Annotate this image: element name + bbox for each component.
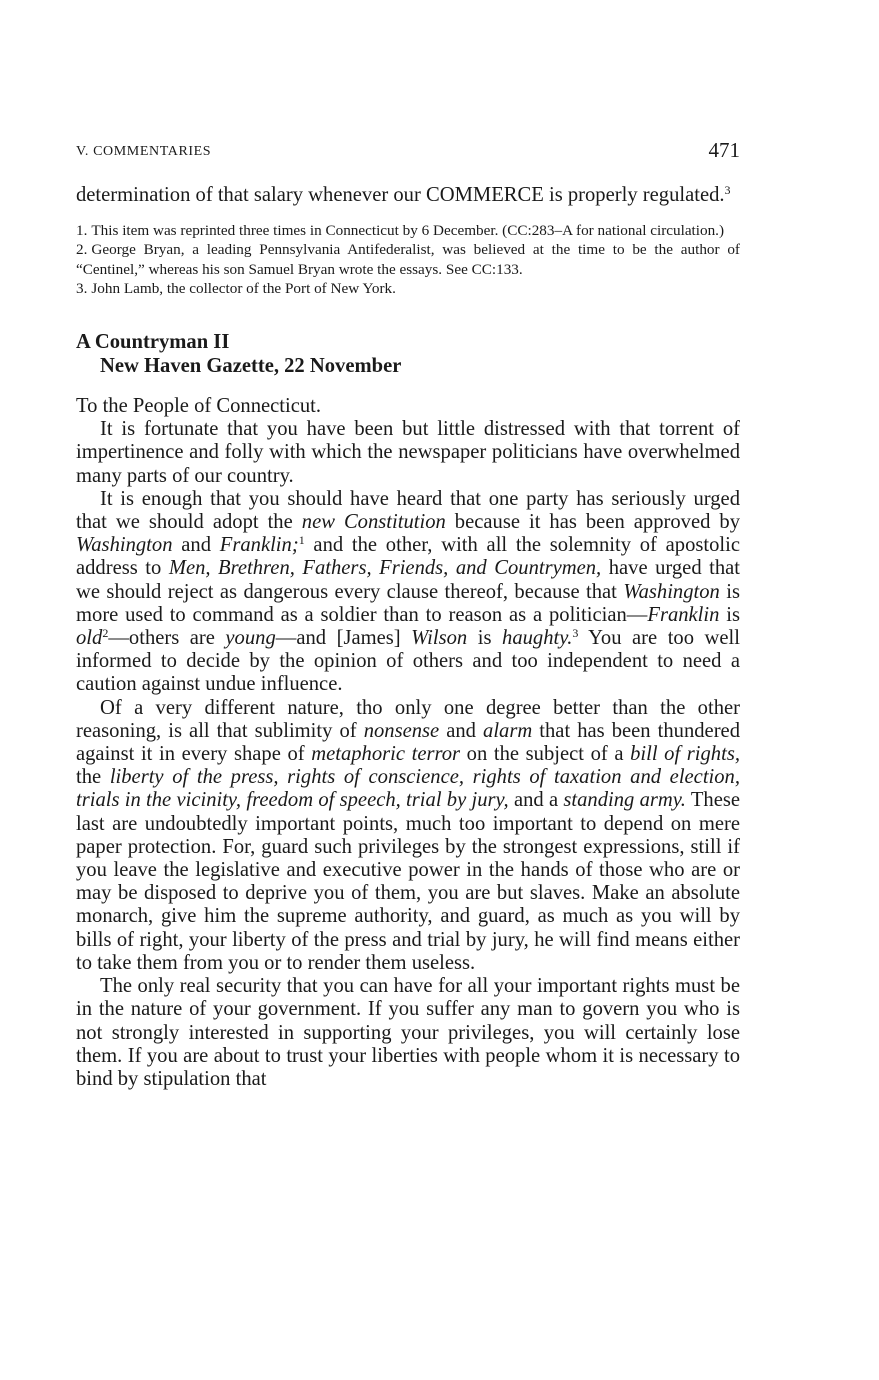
footnote (76, 240, 740, 278)
footnote-ref: 2 (102, 626, 109, 641)
paragraph: It is fortunate that you have been but little distressed with that torrent of impertinence and folly with which the newspaper politicians have overwhelmed many parts of our country. (76, 418, 740, 487)
footnote-ref: 1 (298, 533, 305, 548)
text-run: and (172, 534, 220, 557)
page-body (76, 184, 740, 1091)
document-title: A Countryman II (76, 331, 230, 354)
footnote-ref: 3 (724, 183, 731, 197)
italic-run: Washington (76, 534, 173, 557)
document-source: New Haven Gazette, 22 November (100, 354, 402, 377)
italic-run: young (225, 627, 276, 650)
text-run: is (719, 603, 740, 626)
text-run: and a (508, 789, 564, 812)
intro-paragraph-text: determination of that salary whenever our COMMERCE is properly regulated. (76, 184, 725, 206)
text-run: on the subject of a (460, 743, 631, 766)
footnote (76, 221, 740, 240)
italic-run: nonsense (363, 719, 440, 742)
italic-run: liberty of the press, rights of conscience, rights of taxation and election, trials in the vicinity, freedom of speech, trial by jury, (76, 766, 741, 812)
text-run: is more used to command as a soldier than to reason as a politician— (76, 580, 740, 626)
italic-run: Wilson (411, 627, 468, 650)
text-run: because it has been approved by (445, 511, 740, 534)
text-run: is (467, 627, 503, 650)
paragraph (76, 488, 740, 697)
salutation: To the People of Connecticut. (76, 395, 322, 418)
text-run: that has been thundered against it in every shape of (76, 719, 740, 766)
footnote-number: 1. (76, 222, 88, 240)
italic-run: new Constitution (301, 511, 446, 534)
footnote-text: John Lamb, the collector of the Port of New York. (91, 279, 396, 297)
text-run: You are too well informed to decide by the opinion of others and too independent to need a caution against undue influence. (76, 627, 740, 696)
paragraph (76, 697, 740, 975)
intro-paragraph (76, 184, 740, 207)
footnote-number: 2. (76, 241, 88, 259)
footnotes (76, 221, 740, 298)
text-run: have urged that we should reject as dangerous every clause thereof, because that (76, 557, 741, 603)
italic-run: Men, Brethren, Fathers, Friends, and Countrymen, (168, 557, 602, 580)
italic-run: haughty. (502, 627, 573, 650)
footnote-number: 3. (76, 279, 88, 297)
italic-run: Franklin (647, 603, 720, 626)
footnote-text: George Bryan, a leading Pennsylvania Antifederalist, was believed at the time to be the author of “Centinel,” whereas his son Samuel Bryan wrote the essays. See CC:133. (76, 241, 740, 278)
italic-run: Franklin; (219, 534, 299, 557)
text-run: the (76, 766, 110, 789)
italic-run: alarm (483, 719, 533, 742)
italic-run: old (76, 627, 103, 650)
text-run: —others are (108, 627, 226, 650)
page-header (76, 138, 740, 168)
italic-run: standing army. (563, 789, 686, 812)
text-run: Of a very different nature, tho only one degree better than the other reasoning, is all that sublimity of (76, 696, 740, 742)
text-run: and the other, with all the solemnity of apostolic address to (76, 534, 740, 580)
footnote-ref: 3 (572, 626, 579, 641)
text-run: and (439, 719, 484, 742)
italic-run: metaphoric terror (311, 743, 461, 766)
italic-run: Washington (623, 580, 720, 603)
text-run: These last are undoubtedly important points, much too important to depend on mere paper protection. For, guard such privileges by the strongest expressions, still if you leave the legislative and executive power in the hands of those who are or may be disposed to deprive you of them, you are but slaves. Make an absolute monarch, give him the supreme authority, and guard, as much as you will by bills of right, your liberty of the press and trial by jury, he will find means either to take them from you or to render them useless. (76, 789, 740, 974)
footnote-text: This item was reprinted three times in Connecticut by 6 December. (CC:283–A for national circulation.) (91, 222, 725, 240)
paragraph: The only real security that you can have for all your important rights must be in the nature of your government. If you suffer any man to govern you who is not strongly interested in supporting your privileges, you will certainly lose them. If you are about to trust your liberties with people whom it is necessary to bind by stipulation that (76, 975, 740, 1090)
text-run: It is enough that you should have heard that one party has seriously urged that we should adopt the (76, 487, 740, 534)
page-number: 471 (708, 138, 740, 162)
italic-run: bill of rights, (630, 743, 740, 766)
running-head: V. COMMENTARIES (76, 144, 212, 159)
text-run: —and [James] (275, 627, 412, 650)
footnote (76, 279, 740, 298)
